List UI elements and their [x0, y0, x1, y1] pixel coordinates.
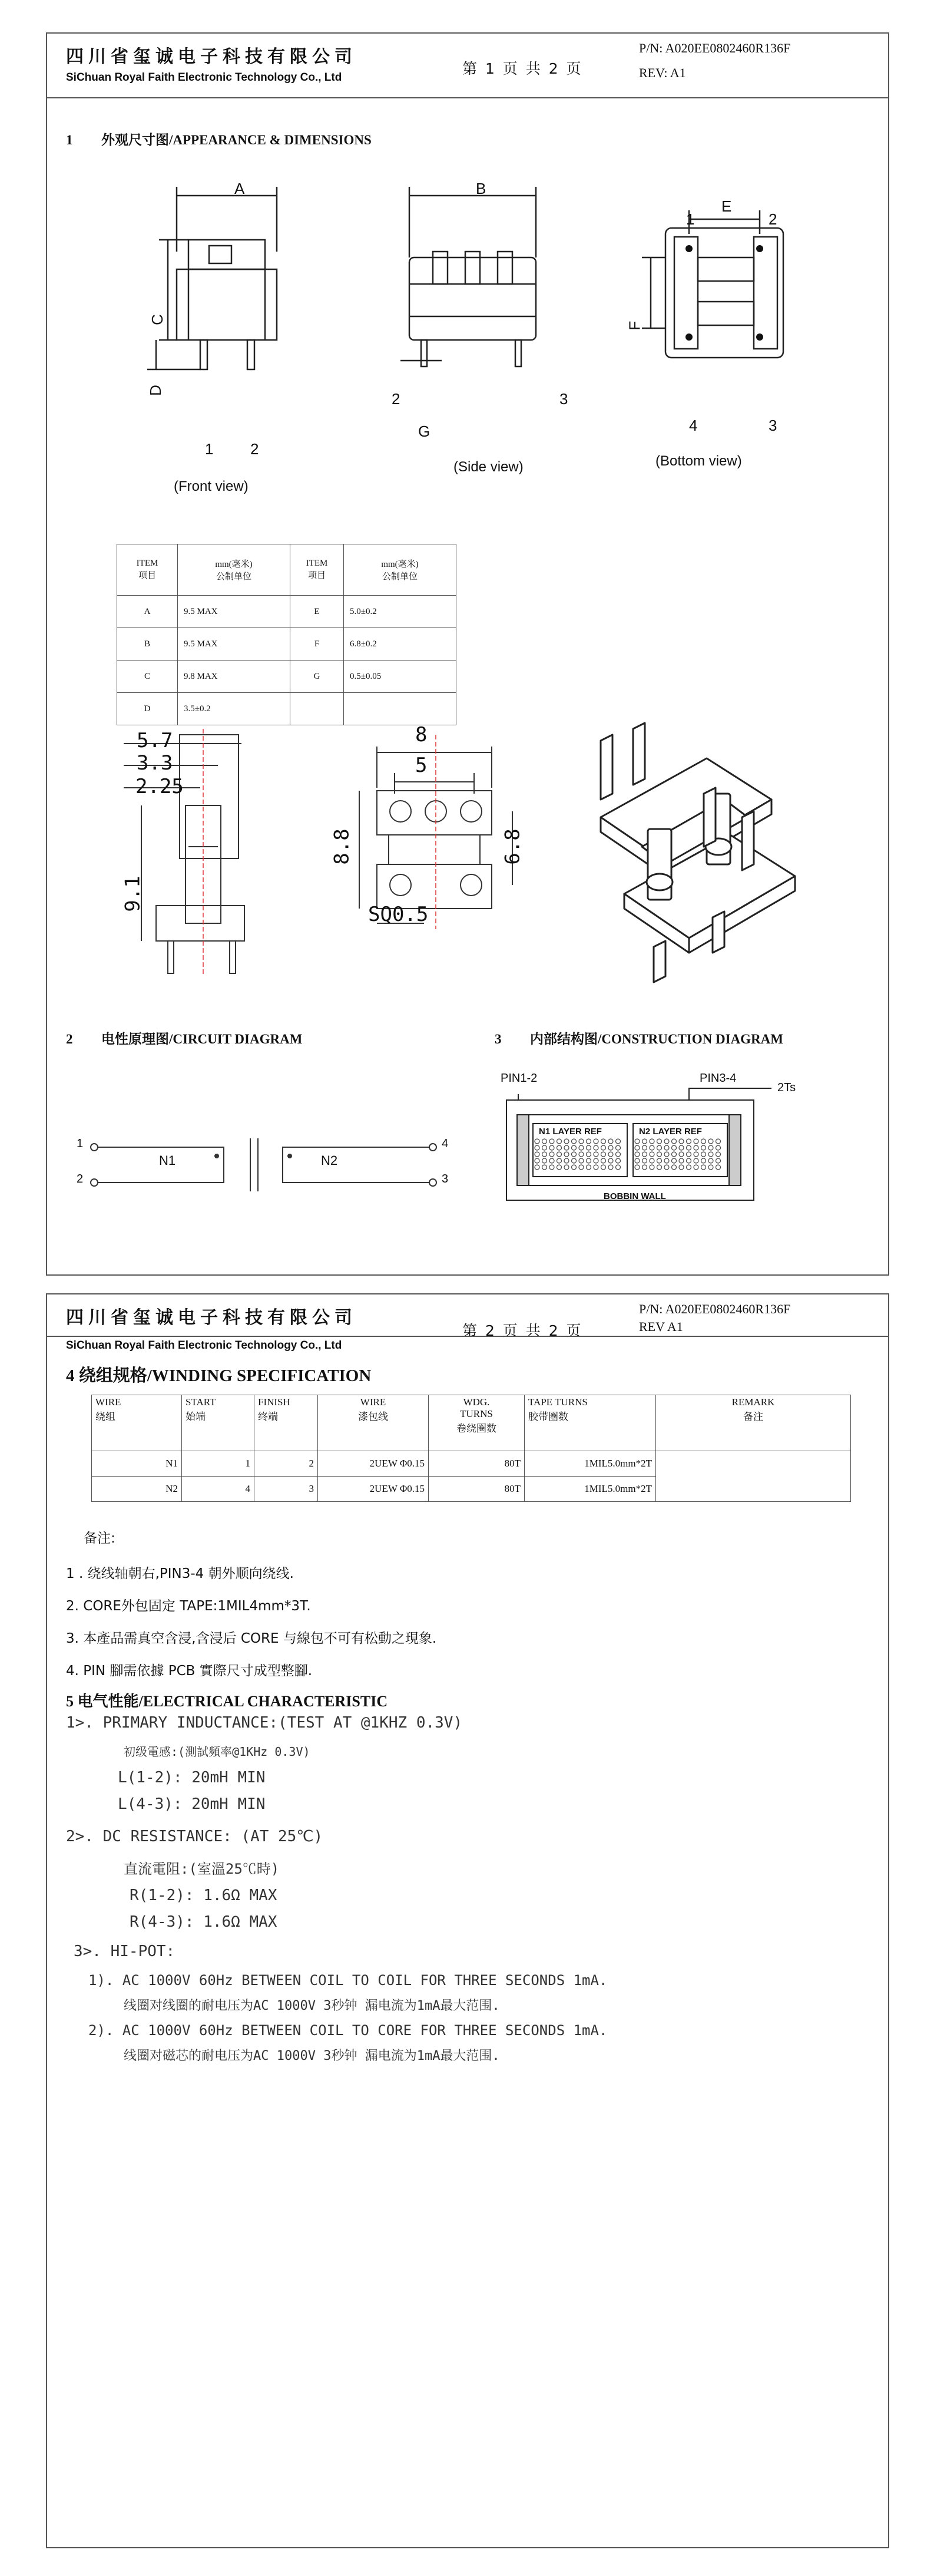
- page-number: 第 2 页 共 2 页: [462, 1322, 583, 1339]
- elec-line: 线圈对线圈的耐电压为AC 1000V 3秒钟 漏电流为1mA最大范围.: [124, 1999, 500, 2013]
- company-name-en: SiChuan Royal Faith Electronic Technology Co., Ltd: [66, 1339, 342, 1352]
- revision: REV: A1: [639, 65, 686, 80]
- part-number: P/N: A020EE0802460R136F: [639, 1302, 791, 1316]
- bottom-view-drawing: [642, 210, 795, 387]
- dim-C-label: C: [148, 314, 166, 325]
- dim-8: 8: [415, 723, 428, 747]
- n2-layer-label: N2 LAYER REF: [639, 1127, 702, 1137]
- table-row: N1 1 2 2UEW Φ0.15 80T 1MIL5.0mm*2T: [92, 1451, 851, 1477]
- bobbin-3d-drawing: [577, 723, 813, 982]
- circuit-pin-1: 1: [77, 1137, 84, 1150]
- table-row: B 9.5 MAX F 6.8±0.2: [117, 628, 456, 660]
- bottom-pin-2-label: 2: [769, 210, 777, 228]
- notes-title: 备注:: [84, 1531, 115, 1546]
- elec-line: 线圈对磁芯的耐电压为AC 1000V 3秒钟 漏电流为1mA最大范围.: [124, 2049, 500, 2063]
- part-number: P/N: A020EE0802460R136F: [639, 41, 791, 55]
- dim-D-label: D: [146, 385, 164, 396]
- pin-1-label: 1: [205, 440, 214, 458]
- bottom-view-label: (Bottom view): [655, 453, 742, 469]
- dim-8-8: 8.8: [330, 828, 354, 865]
- circuit-n1: N1: [159, 1153, 176, 1168]
- section-4-heading: 4 绕组规格/WINDING SPECIFICATION: [66, 1366, 372, 1385]
- dim-5: 5: [415, 754, 428, 777]
- dim-G-label: G: [418, 422, 430, 440]
- front-view-drawing: [135, 181, 324, 369]
- construction-pin34: PIN3-4: [700, 1072, 737, 1085]
- side-pin-3-label: 3: [559, 390, 568, 408]
- side-view-drawing: [395, 181, 571, 369]
- side-pin-2-label: 2: [392, 390, 400, 408]
- note-item: 2. CORE外包固定 TAPE:1MIL4mm*3T.: [66, 1599, 311, 1614]
- page-header: [47, 1294, 888, 1358]
- dim-5-7: 5.7: [137, 729, 173, 752]
- elec-line: 1). AC 1000V 60Hz BETWEEN COIL TO COIL FOR THREE SECONDS 1mA.: [88, 1972, 608, 1989]
- table-row: A 9.5 MAX E 5.0±0.2: [117, 596, 456, 628]
- section-1-heading: 1 外观尺寸图/APPEARANCE & DIMENSIONS: [66, 133, 372, 147]
- dim-F-label: F: [625, 321, 644, 331]
- revision: REV A1: [639, 1319, 683, 1334]
- circuit-pin-3: 3: [442, 1173, 449, 1185]
- dim-9-1: 9.1: [121, 876, 145, 912]
- page-1: [46, 32, 889, 1276]
- note-item: 4. PIN 腳需依據 PCB 實際尺寸成型整腳.: [66, 1663, 313, 1679]
- dim-sq-0-5: SQ0.5: [368, 903, 429, 926]
- side-view-label: (Side view): [453, 459, 524, 475]
- elec-line: R(1-2): 1.6Ω MAX: [130, 1887, 277, 1904]
- winding-table: WIRE 绕组 START 始端 FINISH 终端 WIRE 漆包线 WDG. TURNS 卷绕圈数 TAPE TURNS 胶带圈数 REMARK 备注 N1 1 2 2UEW Φ0.15 80T 1MIL5.0mm*2T N2 4 3 2UEW Φ0.15 80T 1MIL5.0mm*2T: [91, 1395, 851, 1502]
- bobbin-wall-label: BOBBIN WALL: [604, 1191, 666, 1201]
- bottom-pin-4-label: 4: [689, 417, 698, 434]
- note-item: 3. 本產品需真空含浸,含浸后 CORE 与線包不可有松動之現象.: [66, 1631, 437, 1646]
- bottom-pin-1-label: 1: [686, 210, 695, 228]
- company-name-cn: 四川省玺诚电子科技有限公司: [66, 1307, 357, 1328]
- elec-line: L(4-3): 20mH MIN: [118, 1795, 266, 1813]
- elec-line: R(4-3): 1.6Ω MAX: [130, 1913, 277, 1931]
- dim-B-label: B: [476, 180, 486, 197]
- elec-line: 初级電感:(測試頻率@1KHz 0.3V): [124, 1745, 310, 1759]
- table-row: N2 4 3 2UEW Φ0.15 80T 1MIL5.0mm*2T: [92, 1477, 851, 1502]
- n1-layer-label: N1 LAYER REF: [539, 1127, 602, 1137]
- dim-A-label: A: [234, 180, 245, 197]
- page-number: 第 1 页 共 2 页: [462, 60, 583, 77]
- construction-2ts: 2Ts: [777, 1081, 796, 1094]
- dim-3-3: 3.3: [137, 751, 173, 775]
- elec-line: 直流電阻:(室溫25℃時): [124, 1861, 280, 1877]
- elec-line: L(1-2): 20mH MIN: [118, 1769, 266, 1786]
- page-header: [47, 34, 888, 98]
- pin-2-label: 2: [250, 440, 259, 458]
- dim-2-25: 2.25: [135, 775, 184, 798]
- circuit-pin-2: 2: [77, 1173, 84, 1185]
- dim-E-label: E: [721, 197, 732, 215]
- section-5-heading: 5 电气性能/ELECTRICAL CHARACTERISTIC: [66, 1693, 388, 1710]
- circuit-diagram: [71, 1135, 448, 1206]
- bottom-pin-3-label: 3: [769, 417, 777, 434]
- company-name-cn: 四川省玺诚电子科技有限公司: [66, 47, 357, 67]
- table-row: D 3.5±0.2: [117, 693, 456, 725]
- page-2: [46, 1293, 889, 2548]
- elec-line: 3>. HI-POT:: [74, 1943, 175, 1960]
- table-row: C 9.8 MAX G 0.5±0.05: [117, 660, 456, 693]
- dimension-table: ITEM 项目 mm(毫米) 公制单位 ITEM 项目 mm(毫米) 公制单位 A 9.5 MAX E 5.0±0.2 B 9.5 MAX F 6.8±0.2 C 9.8 MAX G 0.5±0.05 D 3.5±0.2: [117, 544, 456, 725]
- elec-line: 2). AC 1000V 60Hz BETWEEN COIL TO CORE FOR THREE SECONDS 1mA.: [88, 2022, 608, 2039]
- note-item: 1 . 绕线轴朝右,PIN3-4 朝外顺向绕线.: [66, 1566, 294, 1581]
- company-name-en: SiChuan Royal Faith Electronic Technology Co., Ltd: [66, 71, 342, 84]
- dim-6-8: 6.8: [501, 828, 525, 865]
- circuit-pin-4: 4: [442, 1137, 449, 1150]
- circuit-n2: N2: [321, 1153, 338, 1168]
- section-3-heading: 3 内部结构图/CONSTRUCTION DIAGRAM: [495, 1032, 783, 1046]
- elec-line: 1>. PRIMARY INDUCTANCE:(TEST AT @1KHZ 0.3V): [66, 1714, 463, 1732]
- construction-pin12: PIN1-2: [501, 1072, 538, 1085]
- front-view-label: (Front view): [174, 478, 249, 494]
- elec-line: 2>. DC RESISTANCE: (AT 25℃): [66, 1828, 323, 1845]
- section-2-heading: 2 电性原理图/CIRCUIT DIAGRAM: [66, 1032, 303, 1046]
